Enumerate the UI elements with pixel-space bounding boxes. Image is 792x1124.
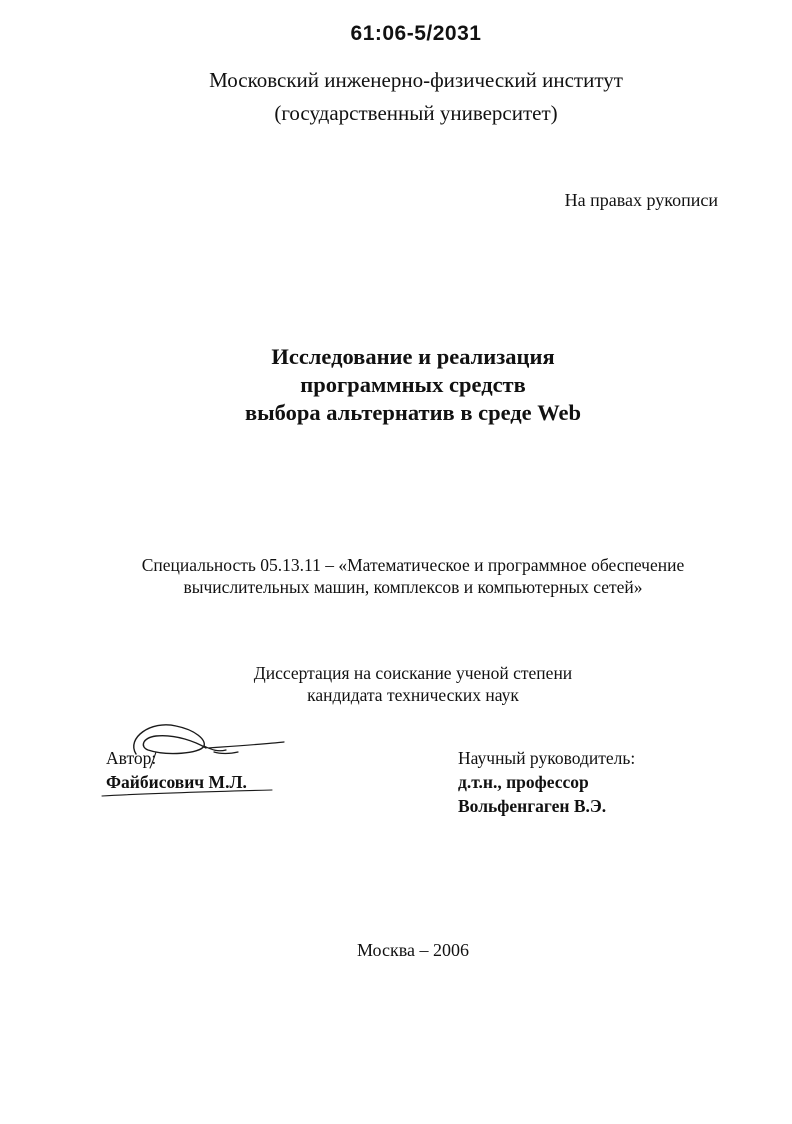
institution-subtitle: (государственный университет): [274, 101, 558, 125]
degree-line-2: кандидата технических наук: [307, 685, 519, 705]
degree-line-1: Диссертация на соискание ученой степени: [253, 663, 573, 683]
thesis-title-line-2: программных средств: [300, 372, 526, 397]
specialty-line-2: вычислительных машин, комплексов и компьютерных сетей»: [183, 577, 643, 597]
author-label: Автор:: [106, 748, 157, 768]
city-year: Москва – 2006: [357, 940, 469, 960]
supervisor-degree: д.т.н., профессор: [458, 772, 589, 792]
thesis-title-line-3: выбора альтернатив в среде Web: [244, 400, 582, 425]
rights-note: На правах рукописи: [564, 190, 718, 210]
catalog-number: 61:06-5/2031: [350, 22, 482, 45]
thesis-title-line-1: Исследование и реализация: [271, 344, 555, 369]
specialty-line-1: Специальность 05.13.11 – «Математическое и программное обеспечение: [141, 555, 685, 575]
supervisor-label: Научный руководитель:: [458, 748, 636, 768]
supervisor-name: Вольфенгаген В.Э.: [458, 796, 607, 816]
author-name: Файбисович М.Л.: [106, 772, 247, 792]
institution-name: Московский инженерно-физический институт: [209, 68, 623, 92]
